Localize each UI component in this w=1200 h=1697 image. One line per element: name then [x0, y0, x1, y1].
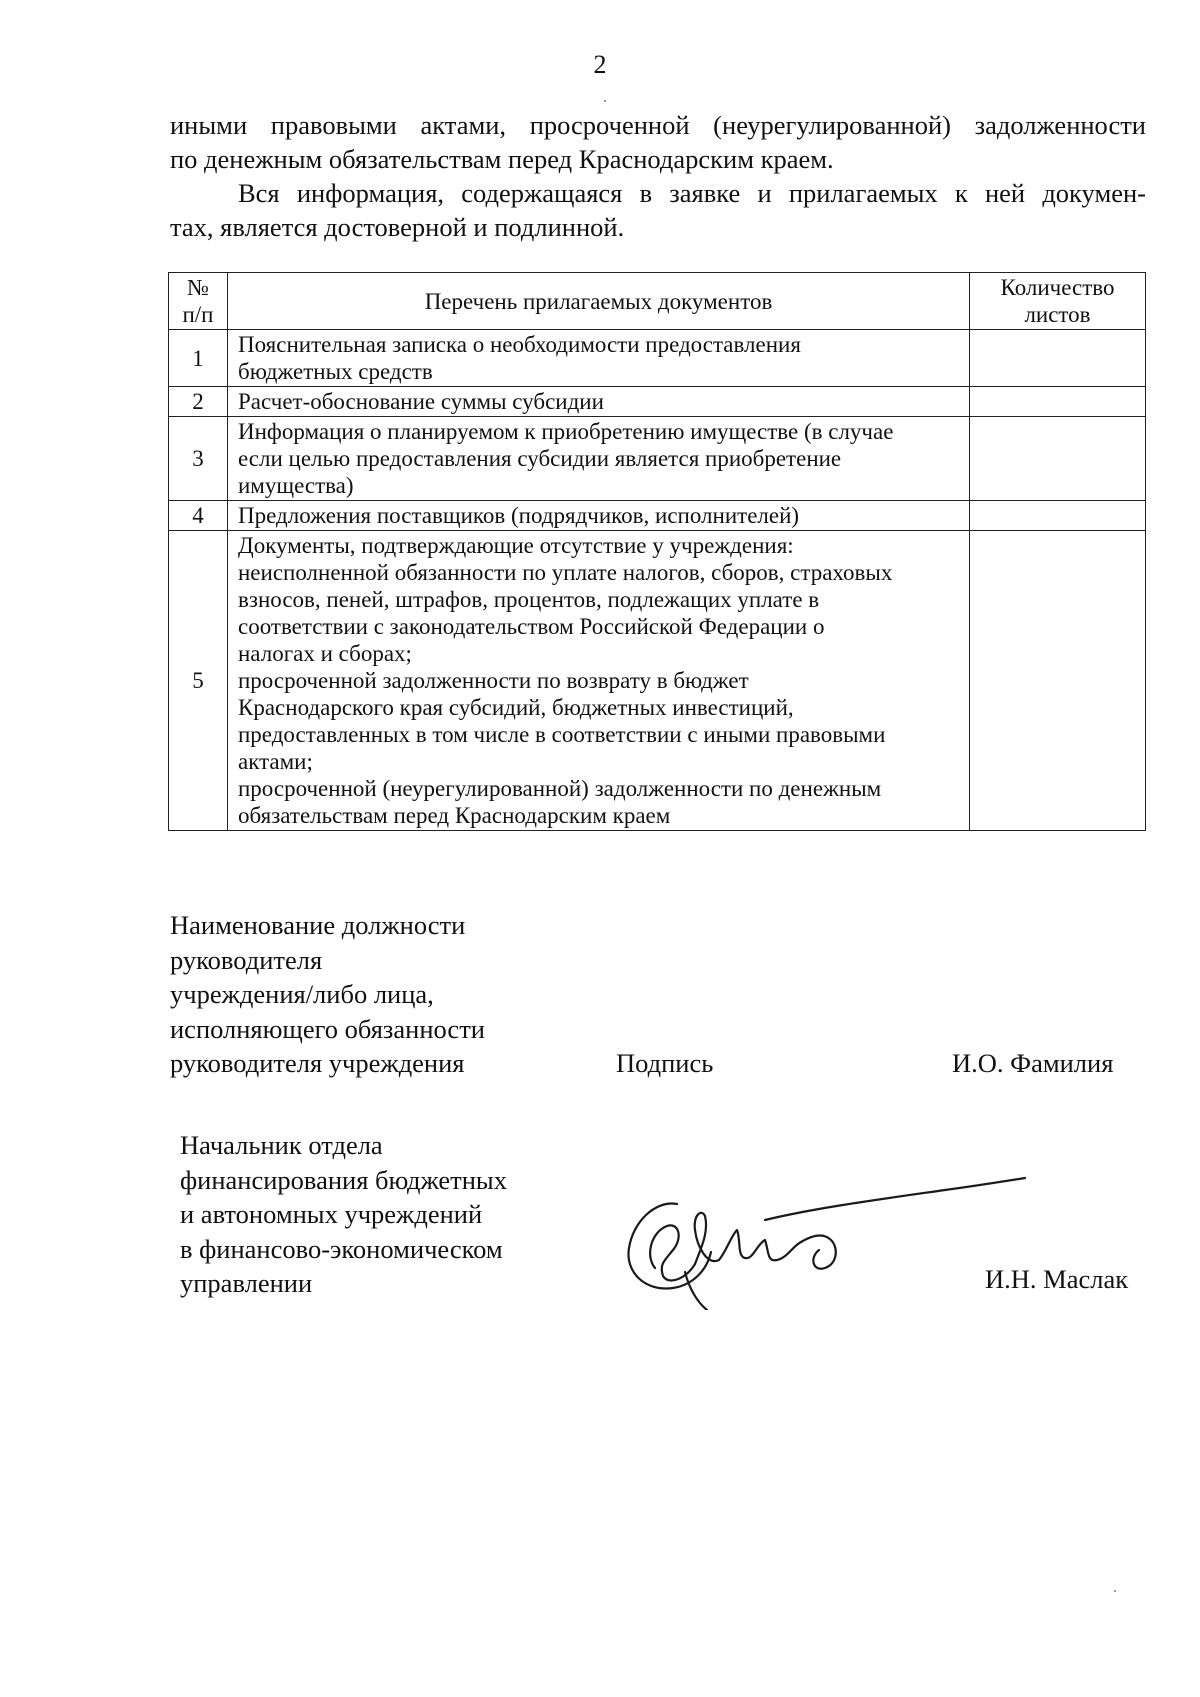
- page-number: 2: [593, 50, 607, 79]
- head-position-line: руководителя учреждения: [170, 1048, 465, 1078]
- paragraph-line: иными правовыми актами, просроченной (неурегулированной) задолженности: [170, 110, 1146, 140]
- row-sheet-count: [970, 417, 1146, 501]
- paragraph-line: Вся информация, содержащаяся в заявке и прилагаемых к ней докумен-: [238, 178, 1146, 208]
- chief-position-title: [180, 1128, 507, 1301]
- head-full-name: И.О. Фамилия: [952, 1048, 1114, 1078]
- row-number: 3: [169, 417, 228, 501]
- row-number: 2: [169, 387, 228, 417]
- row-text-line: Расчет-обоснование суммы субсидии: [238, 389, 604, 414]
- row-text-line: имущества): [238, 473, 354, 498]
- table-header-row: [169, 273, 1146, 330]
- scan-speck: [604, 100, 606, 102]
- row-text-line: Предложения поставщиков (подрядчиков, исполнителей): [238, 503, 800, 528]
- row-text-line: Информация о планируемом к приобретению имуществе (в случае: [238, 419, 894, 444]
- row-document: [228, 501, 970, 531]
- row-text-line: если целью предоставления субсидии является приобретение: [238, 446, 842, 471]
- chief-position-line: финансирования бюджетных: [180, 1164, 507, 1195]
- row-text-line: взносов, пеней, штрафов, процентов, подлежащих уплате в: [238, 587, 820, 612]
- row-sheet-count: [970, 531, 1146, 831]
- row-number: 5: [169, 531, 228, 831]
- row-text-line: Документы, подтверждающие отсутствие у учреждения:: [238, 533, 794, 558]
- paragraph-line: по денежным обязательствам перед Краснодарским краем.: [170, 144, 834, 174]
- paragraph-line: тах, является достоверной и подлинной.: [170, 212, 625, 242]
- row-text-line: неисполненной обязанности по уплате налогов, сборов, страховых: [238, 560, 893, 585]
- header-number-line2: п/п: [182, 302, 214, 327]
- paragraph-authenticity: [170, 176, 1146, 244]
- scan-speck: [1114, 1590, 1116, 1592]
- row-document: [228, 417, 970, 501]
- row-text-line: Пояснительная записка о необходимости предоставления: [238, 332, 801, 357]
- row-document: [228, 387, 970, 417]
- row-text-line: налогах и сборах;: [238, 641, 412, 666]
- header-qty-line1: Количество: [1000, 275, 1115, 300]
- signature-label: Подпись: [616, 1048, 714, 1078]
- head-position-line: Наименование должности: [170, 910, 466, 940]
- row-text-line: бюджетных средств: [238, 359, 433, 384]
- row-document: [228, 531, 970, 831]
- head-position-line: руководителя: [170, 944, 323, 975]
- row-text-line: просроченной задолженности по возврату в бюджет: [238, 668, 749, 693]
- row-text-line: актами;: [238, 749, 313, 774]
- chief-position-line: управлении: [180, 1268, 313, 1298]
- row-document: [228, 330, 970, 387]
- chief-position-line: и автономных учреждений: [180, 1199, 483, 1229]
- head-position-line: учреждения/либо лица,: [170, 979, 434, 1009]
- attached-documents-table: [168, 272, 1146, 831]
- row-sheet-count: [970, 330, 1146, 387]
- header-document-list: Перечень прилагаемых документов: [228, 273, 970, 330]
- row-sheet-count: [970, 387, 1146, 417]
- chief-position-line: Начальник отдела: [180, 1130, 383, 1160]
- table-row: [169, 417, 1146, 501]
- table-row: [169, 387, 1146, 417]
- header-number-line1: №: [187, 275, 209, 300]
- head-position-title: [170, 908, 485, 1081]
- row-text-line: предоставленных в том числе в соответствии с иными правовыми: [238, 722, 886, 747]
- head-position-line: исполняющего обязанности: [170, 1013, 485, 1044]
- header-sheet-count: [970, 273, 1146, 330]
- chief-full-name: И.Н. Маслак: [985, 1264, 1129, 1294]
- paragraph-continuation: [170, 108, 1146, 176]
- header-number: [169, 273, 228, 330]
- row-text-line: Краснодарского края субсидий, бюджетных инвестиций,: [238, 695, 794, 720]
- row-number: 1: [169, 330, 228, 387]
- table-row: [169, 531, 1146, 831]
- handwritten-signature: [615, 1160, 1035, 1310]
- row-number: 4: [169, 501, 228, 531]
- chief-position-line: в финансово-экономическом: [180, 1233, 503, 1264]
- table-row: [169, 501, 1146, 531]
- header-qty-line2: листов: [1024, 302, 1091, 327]
- row-text-line: просроченной (неурегулированной) задолженности по денежным: [238, 776, 882, 801]
- row-sheet-count: [970, 501, 1146, 531]
- row-text-line: соответствии с законодательством Российской Федерации о: [238, 614, 825, 639]
- table-row: [169, 330, 1146, 387]
- row-text-line: обязательствам перед Краснодарским краем: [238, 803, 671, 828]
